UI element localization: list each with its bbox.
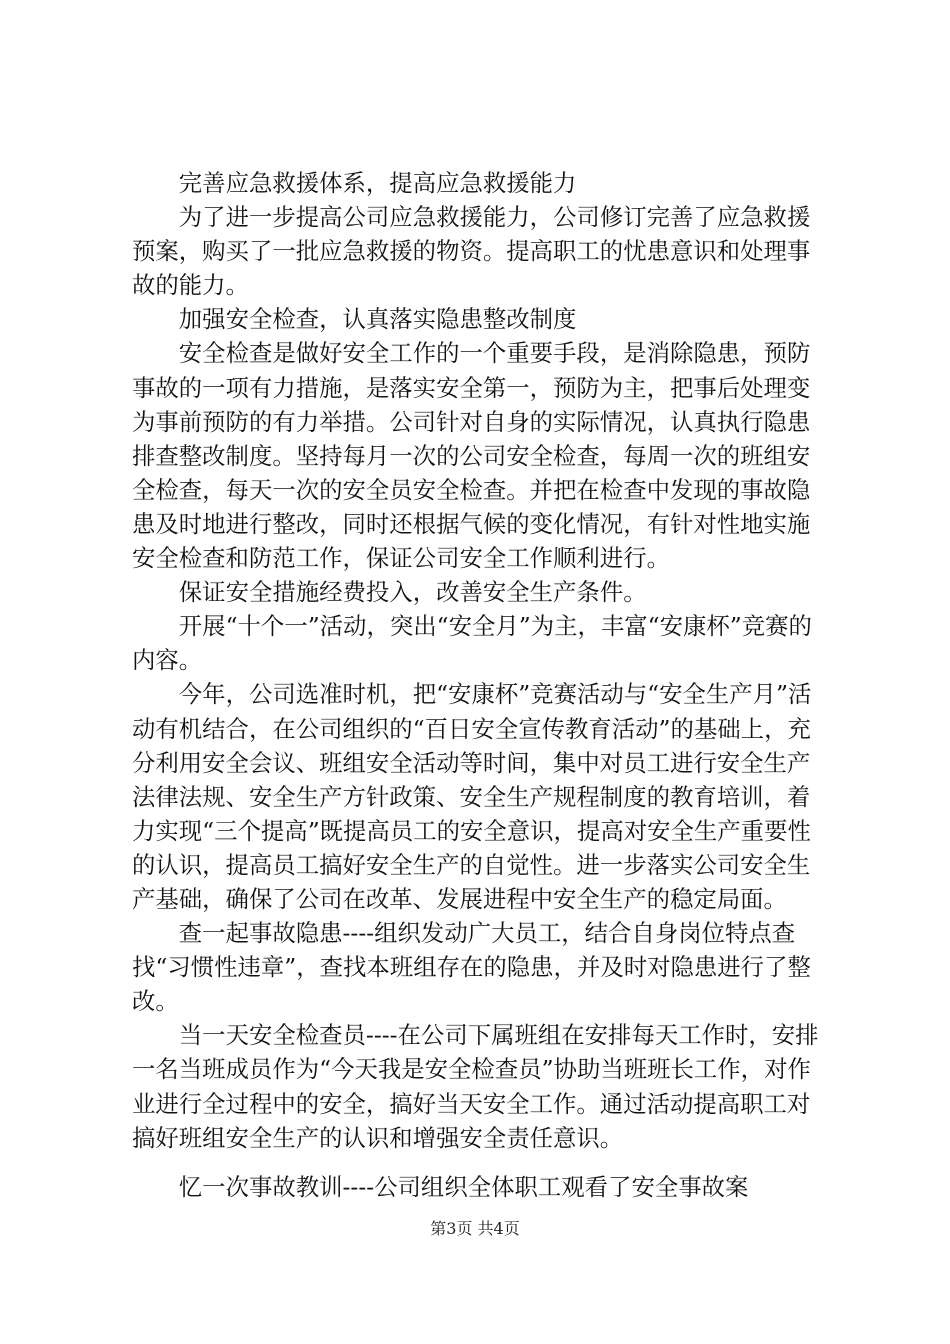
paragraph-emergency-rescue: 为了进一步提高公司应急救援能力，公司修订完善了应急救援预案，购买了一批应急救援的物资。提高职工的忧患意识和处理事故的能力。 — [132, 203, 811, 300]
heading-safety-inspection: 加强安全检查，认真落实隐患整改制度 — [178, 305, 577, 334]
paragraph-safety-inspection: 安全检查是做好安全工作的一个重要手段，是消除隐患，预防事故的一项有力措施，是落实安全第一，预防为主，把事后处理变为事前预防的有力举措。公司针对自身的实际情况，认真执行隐患排查整改制度。坚持每月一次的公司安全检查，每周一次的班组安全检查，每天一次的安全员安全检查。并把在检查中发现的事故隐患及时地进行整改，同时还根据气候的变化情况，有针对性地实施安全检查和防范工作，保证公司安全工作顺利进行。 — [132, 339, 811, 573]
paragraph-funding: 保证安全措施经费投入，改善安全生产条件。 — [178, 578, 647, 607]
paragraph-ankang-cup: 今年，公司选准时机，把“安康杯”竞赛活动与“安全生产月”活动有机结合，在公司组织的“百日安全宣传教育活动”的基础上，充分利用安全会议、班组安全活动等时间，集中对员工进行安全生产法律法规、安全生产方针政策、安全生产规程制度的教育培训，着力实现“三个提高”既提高员工的安全意识，提高对安全生产重要性的认识，提高员工搞好安全生产的自觉性。进一步落实公司安全生产基础，确保了公司在改革、发展进程中安全生产的稳定局面。 — [132, 680, 812, 913]
heading-emergency-rescue: 完善应急救援体系，提高应急救援能力 — [178, 169, 577, 197]
paragraph-daily-inspector: 当一天安全检查员----在公司下属班组在安排每天工作时，安排一名当班成员作为“今天我是安全检查员”协助当班班长工作，对作业进行全过程中的安全，搞好当天安全工作。通过活动提高职工对搞好班组安全生产的认识和增强安全责任意识。 — [132, 1021, 819, 1152]
paragraph-accident-lesson: 忆一次事故教训----公司组织全体职工观看了安全事故案 — [178, 1172, 749, 1201]
document-body — [132, 166, 832, 1204]
page-number-footer: 第3页 共4页 — [430, 1219, 520, 1238]
paragraph-hazard-check: 查一起事故隐患----组织发动广大员工，结合自身岗位特点查找“习惯性违章”，查找本班组存在的隐患，并及时对隐患进行了整改。 — [132, 919, 811, 1016]
paragraph-ten-activities: 开展“十个一”活动，突出“安全月”为主，丰富“安康杯”竞赛的内容。 — [132, 612, 812, 675]
